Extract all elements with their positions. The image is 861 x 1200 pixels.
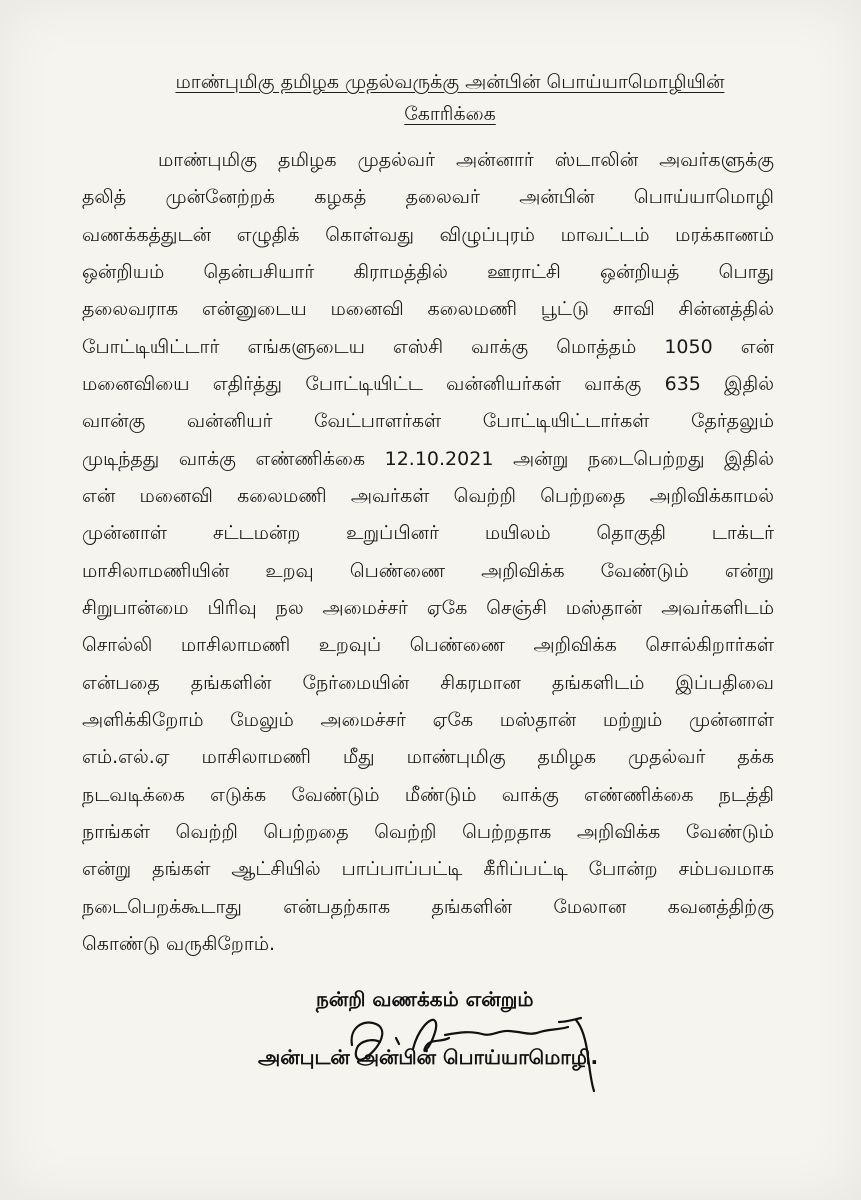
closing-greeting: நன்றி வணக்கம் என்றும் (316, 987, 534, 1011)
body-line-9: முடிந்தது வாக்கு எண்ணிக்கை 12.10.2021 அன்று நடைபெற்றது இதில் (82, 448, 774, 470)
body-line-1: மாண்புமிகு தமிழக முதல்வர் அன்னார் ஸ்டாலின் அவர்களுக்கு (158, 149, 774, 171)
body-line-20: என்று தங்கள் ஆட்சியில் பாப்பாப்பட்டி கீரிப்பட்டி போன்ற சம்பவமாக (82, 858, 774, 880)
body-line-14: சொல்லி மாசிலாமணி உறவுப் பெண்ணை அறிவிக்க சொல்கிறார்கள் (82, 634, 774, 656)
letter-title-line-2: கோரிக்கை (404, 103, 496, 125)
body-line-2: தலித் முன்னேற்றக் கழகத் தலைவர் அன்பின் பொய்யாமொழி (82, 186, 774, 208)
closing-signature-line: அன்புடன் அன்பின் பொய்யாமொழி. (258, 1045, 599, 1069)
body-line-11: முன்னாள் சட்டமன்ற உறுப்பினர் மயிலம் தொகுதி டாக்டர் (82, 522, 774, 544)
body-line-17: எம்.எல்.ஏ மாசிலாமணி மீது மாண்புமிகு தமிழக முதல்வர் தக்க (82, 746, 774, 768)
letter-title-line-1: மாண்புமிகு தமிழக முதல்வருக்கு அன்பின் பொய்யாமொழியின் (175, 71, 725, 93)
body-line-4: ஒன்றியம் தென்பசியார் கிராமத்தில் ஊராட்சி ஒன்றியத் பொது (82, 261, 774, 283)
body-line-12: மாசிலாமணியின் உறவு பெண்ணை அறிவிக்க வேண்டும் என்று (82, 560, 774, 582)
body-line-19: நாங்கள் வெற்றி பெற்றதை வெற்றி பெற்றதாக அறிவிக்க வேண்டும் (82, 821, 774, 843)
body-line-15: என்பதை தங்களின் நேர்மையின் சிகரமான தங்களிடம் இப்பதிவை (82, 672, 774, 694)
body-line-18: நடவடிக்கை எடுக்க வேண்டும் மீண்டும் வாக்கு எண்ணிக்கை நடத்தி (82, 784, 774, 806)
body-line-10: என் மனைவி கலைமணி அவர்கள் வெற்றி பெற்றதை அறிவிக்காமல் (82, 485, 774, 507)
body-line-16: அளிக்கிறோம் மேலும் அமைச்சர் ஏகே மஸ்தான் மற்றும் முன்னாள் (82, 709, 774, 731)
body-line-22: கொண்டு வருகிறோம். (82, 933, 276, 955)
body-line-6: போட்டியிட்டார் எங்களுடைய எஸ்சி வாக்கு மொத்தம் 1050 என் (82, 336, 774, 358)
body-line-21: நடைபெறக்கூடாது என்பதற்காக தங்களின் மேலான கவனத்திற்கு (82, 896, 774, 918)
body-line-3: வணக்கத்துடன் எழுதிக் கொள்வது விழுப்புரம் மாவட்டம் மரக்காணம் (82, 224, 774, 246)
body-line-7: மனைவியை எதிர்த்து போட்டியிட்ட வன்னியர்கள் வாக்கு 635 இதில் (82, 373, 774, 395)
body-line-13: சிறுபான்மை பிரிவு நல அமைச்சர் ஏகே செஞ்சி மஸ்தான் அவர்களிடம் (82, 597, 774, 619)
body-line-5: தலைவராக என்னுடைய மனைவி கலைமணி பூட்டு சாவி சின்னத்தில் (82, 298, 774, 320)
body-line-8: வான்கு வன்னியர் வேட்பாளர்கள் போட்டியிட்டார்கள் தேர்தலும் (82, 410, 774, 432)
